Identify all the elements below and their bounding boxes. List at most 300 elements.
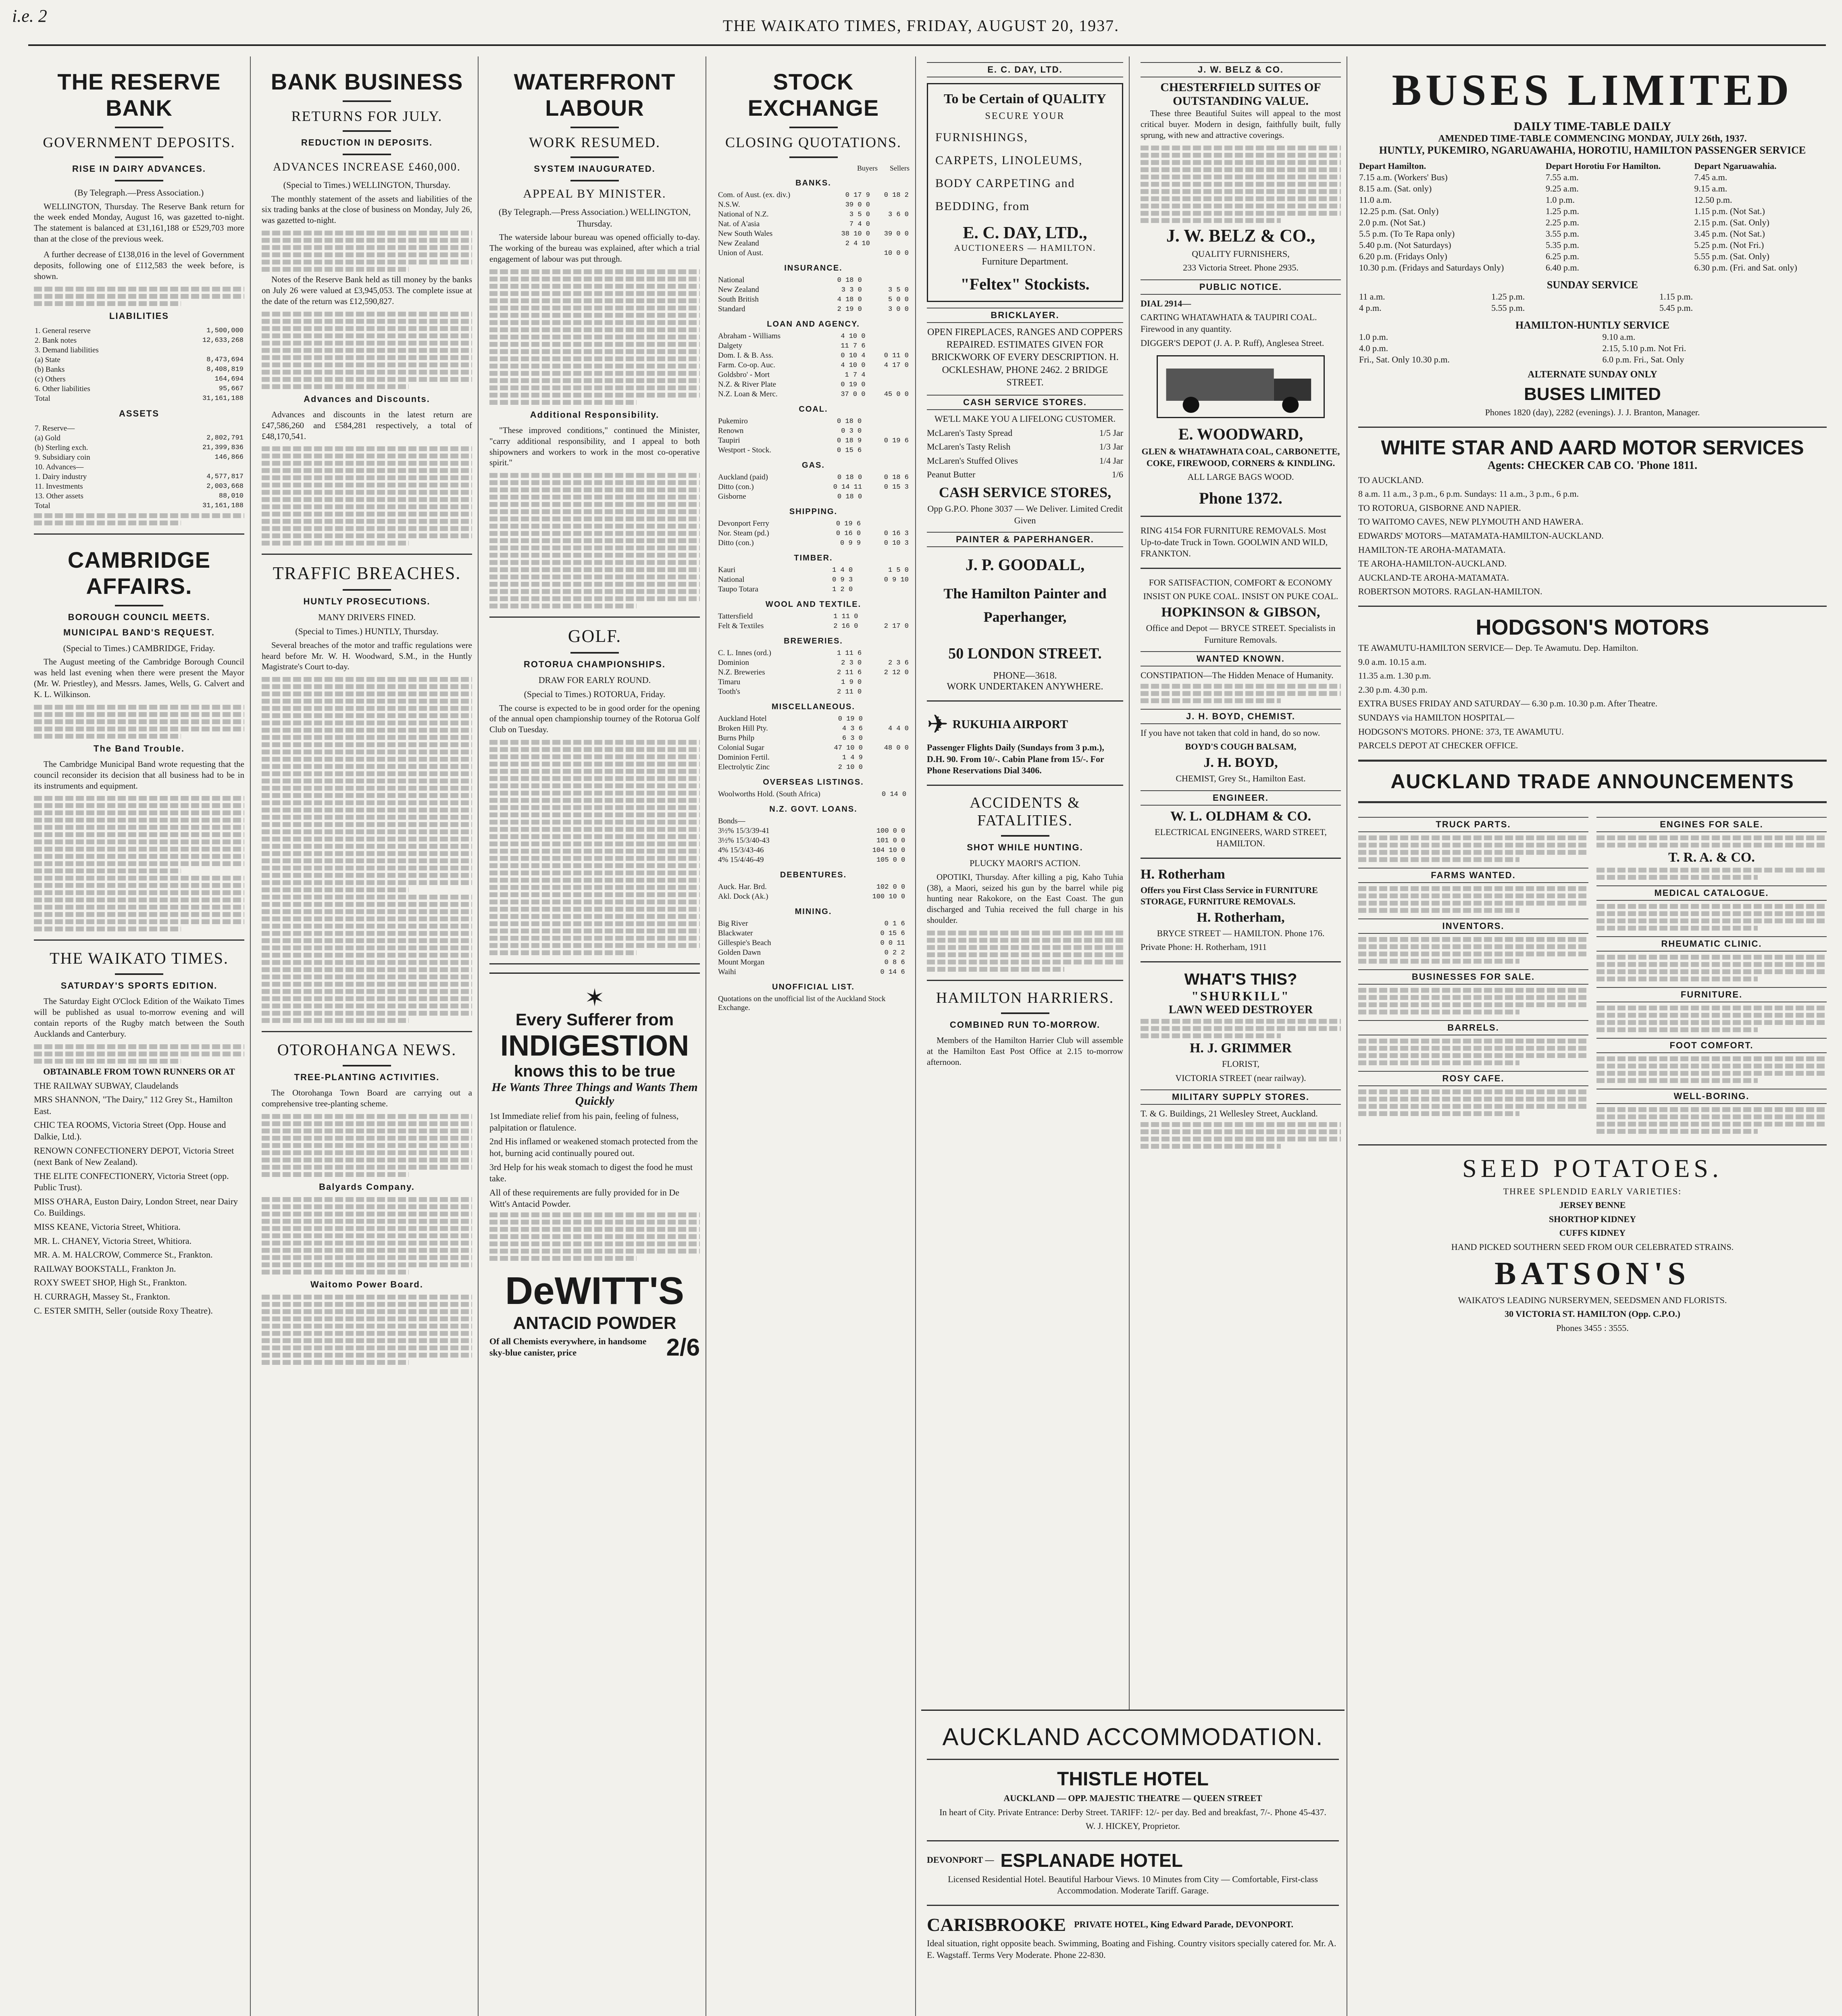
stock-buyers: 3 3 0	[841, 286, 862, 294]
stock-table	[717, 519, 910, 548]
stock-row	[717, 648, 910, 658]
stock-buyers: 0 9 9	[840, 539, 861, 547]
stock-table	[717, 994, 910, 1013]
stock-name: National	[718, 575, 745, 584]
stock-name: C. L. Innes (ord.)	[718, 649, 771, 658]
stock-buyers: 4 10 0	[841, 361, 866, 369]
stock-buyers: 2 19 0	[837, 305, 862, 313]
ad-line: To be Certain of QUALITY	[944, 92, 1106, 106]
hotel-line: In heart of City. Private Entrance: Derby Street. TARIFF: 12/- per day. Bed and breakfast, 7/-. Phone 45-437.	[939, 1807, 1326, 1817]
timetable-cell: 12.50 p.m.	[1694, 195, 1732, 205]
table-cell: 31,161,188	[202, 395, 244, 403]
kicker: RISE IN DAIRY ADVANCES.	[72, 164, 206, 174]
timetable-row	[1358, 251, 1827, 262]
stock-row	[717, 200, 910, 210]
stock-buyers: 6 3 0	[842, 734, 863, 742]
headline-rule	[570, 652, 619, 654]
ad-line: PHONE—3618.	[993, 671, 1057, 681]
stock-row	[717, 677, 910, 687]
stock-name: Gisborne	[718, 492, 746, 501]
subhead: RETURNS FOR JULY.	[291, 108, 443, 124]
agent-entry: MISS KEANE, Victoria Street, Whitiora.	[34, 1222, 181, 1232]
classified: T. & G. Buildings, 21 Wellesley Street, Auckland.	[1141, 1108, 1318, 1119]
ad-price: 2/6	[666, 1333, 700, 1361]
stock-table	[717, 919, 910, 977]
stock-name: Timaru	[718, 678, 741, 687]
stock-row	[717, 836, 910, 846]
ad-name: H. Rotherham	[1141, 866, 1225, 882]
stock-buyers: 0 14 6	[880, 968, 905, 976]
stock-row	[717, 816, 910, 826]
headline-rule	[789, 156, 838, 158]
asset-row	[34, 501, 244, 511]
stock-sellers: 4 4 0	[888, 725, 909, 733]
timetable-cell: 7.55 a.m.	[1545, 172, 1579, 182]
stock-row	[717, 753, 910, 762]
stock-name: Abraham - Williams	[718, 332, 781, 341]
trade-class-heading: WELL-BORING.	[1596, 1089, 1827, 1104]
timetable-column-header: Depart Hamilton.	[1359, 161, 1426, 171]
headline-otorohanga: OTOROHANGA NEWS.	[277, 1041, 457, 1059]
timetable-cell: 7.15 a.m. (Workers' Bus)	[1359, 172, 1448, 182]
stock-name: Colonial Sugar	[718, 744, 764, 752]
classified: DIGGER'S DEPOT (J. A. P. Ruff), Anglesea Street.	[1141, 337, 1324, 348]
table-cell: 10. Advances—	[35, 462, 84, 471]
stock-row	[717, 668, 910, 677]
classified: Private Phone: H. Rotherham, 1911	[1141, 942, 1267, 952]
stock-name: Auck. Har. Brd.	[718, 883, 767, 891]
subhead: GOVERNMENT DEPOSITS.	[43, 134, 235, 150]
headline-rule	[115, 127, 163, 128]
stock-name: Goldsbro' - Mort	[718, 371, 770, 379]
ad-name: J. W. BELZ & CO.,	[1166, 225, 1315, 246]
stock-buyers: 100 10 0	[872, 893, 905, 901]
headline-rule	[115, 605, 163, 606]
ad-item: 3rd Help for his weak stomach to digest the food he must take.	[489, 1162, 693, 1184]
buses-limited-banner: BUSES LIMITED	[1392, 65, 1793, 115]
timetable-cell: 2.0 p.m. (Not Sat.)	[1359, 217, 1426, 227]
stock-section-heading: DEBENTURES.	[780, 871, 847, 880]
stock-row	[717, 958, 910, 967]
ad-headline: CHESTERFIELD SUITES OF OUTSTANDING VALUE.	[1160, 81, 1321, 108]
timetable-row	[1358, 343, 1827, 354]
stock-buyers: 1 7 4	[845, 371, 866, 379]
stock-row	[717, 436, 910, 446]
stock-section-heading: TIMBER.	[794, 554, 833, 563]
classified: VICTORIA STREET (near railway).	[1175, 1073, 1306, 1083]
huntly-heading: HAMILTON-HUNTLY SERVICE	[1515, 319, 1670, 331]
ad-line: 50 LONDON STREET.	[948, 645, 1102, 662]
table-cell: 8,408,819	[206, 366, 244, 374]
dewitts-advertisement	[489, 973, 700, 1361]
stock-section-heading: UNOFFICIAL LIST.	[772, 983, 855, 992]
classified: Offers you First Class Service in FURNITURE STORAGE, FURNITURE REMOVALS.	[1141, 885, 1318, 907]
stock-name: 3½% 15/3/39-41	[718, 827, 770, 835]
timetable-row	[1358, 302, 1827, 314]
table-cell: 2,802,791	[206, 434, 244, 442]
headline-waterfront-labour: WATERFRONT LABOUR	[514, 69, 676, 121]
stock-row	[717, 190, 910, 200]
stock-sellers: 2 3 6	[888, 659, 909, 667]
stock-buyers: 0 18 0	[837, 276, 862, 284]
asset-row	[34, 482, 244, 492]
item-price: 1/6	[1111, 469, 1123, 480]
stock-name: Felt & Textiles	[718, 622, 764, 631]
classified: FLORIST,	[1222, 1059, 1260, 1069]
route-line: EDWARDS' MOTORS—MATAMATA-HAMILTON-AUCKLAND.	[1358, 530, 1604, 541]
stock-row	[717, 621, 910, 631]
cash-item	[927, 441, 1123, 453]
stock-table	[717, 648, 910, 697]
ad-sub: QUALITY FURNISHERS,	[1192, 248, 1290, 259]
column-7	[1353, 56, 1832, 2016]
stock-section-heading: MINING.	[795, 907, 832, 916]
stock-buyers: 0 17 9	[845, 191, 870, 199]
asset-row	[34, 433, 244, 443]
timetable-row	[1358, 228, 1827, 240]
classified: INSIST ON PUKE COAL. INSIST ON PUKE COAL.	[1143, 591, 1338, 602]
trade-class-heading: MEDICAL CATALOGUE.	[1596, 885, 1827, 901]
timetable-cell: 1.15 p.m.	[1659, 292, 1693, 302]
kicker: The Band Trouble.	[94, 743, 185, 754]
stock-section-heading: SHIPPING.	[789, 507, 838, 516]
agent-entry: C. ESTER SMITH, Seller (outside Roxy Theatre).	[34, 1305, 213, 1316]
article-paragraph: "These improved conditions," continued the Minister, "carry additional responsibility, and I appeal to both shipowners and workers to work in the most co-operative spirit."	[489, 425, 700, 468]
stock-name: Farm. Co-op. Auc.	[718, 361, 775, 370]
article-paragraph: The Saturday Eight O'Clock Edition of the Waikato Times will be published as usual to-morrow evening and will contain reports of the Rugby match between the South Aucklands and Canterbury.	[34, 996, 244, 1039]
byline: (Special to Times.) ROTORUA, Friday.	[524, 689, 666, 699]
route-line: TO AUCKLAND.	[1358, 475, 1424, 485]
timetable-cell: 2.25 p.m.	[1545, 217, 1580, 227]
classified: DIAL 2914—	[1141, 298, 1191, 308]
column-rule	[250, 56, 251, 2016]
stock-sellers	[906, 892, 910, 902]
stock-buyers: 104 10 0	[872, 846, 905, 854]
ad-sub: AUCTIONEERS — HAMILTON.	[954, 243, 1096, 253]
stock-sellers	[907, 789, 910, 799]
headline-traffic-breaches: TRAFFIC BREACHES.	[273, 563, 461, 583]
stock-name: 3½% 15/3/40-43	[718, 836, 770, 845]
timetable-cell: 3.55 p.m.	[1545, 229, 1580, 239]
stock-row	[717, 733, 910, 743]
headline-rule	[115, 973, 163, 975]
classified: Office and Depot — BRYCE STREET. Specialists in Furniture Removals.	[1146, 623, 1336, 645]
hodgson-headline: HODGSON'S MOTORS	[1476, 615, 1709, 639]
route-line: ROBERTSON MOTORS. RAGLAN-HAMILTON.	[1358, 586, 1542, 597]
ad-body: These three Beautiful Suites will appeal to the most critical buyer. Modern in design, faithfully built, fully sprung, with new and attractive coverings.	[1141, 108, 1341, 140]
stock-sellers	[864, 733, 910, 743]
item-name: Peanut Butter	[927, 469, 976, 480]
stock-buyers: 37 0 0	[841, 390, 866, 398]
table-heading: LIABILITIES	[109, 310, 169, 321]
asset-row	[34, 492, 244, 501]
hotel-name: ESPLANADE HOTEL	[1000, 1849, 1183, 1871]
stock-row	[717, 938, 910, 948]
stock-buyers: 2 3 0	[841, 659, 862, 667]
ad-name: BUSES LIMITED	[1524, 384, 1661, 404]
stock-name: Taupiri	[718, 436, 740, 445]
stock-row	[717, 210, 910, 219]
seed-line: Phones 3455 : 3555.	[1556, 1322, 1629, 1333]
article-paragraph: OPOTIKI, Thursday. After killing a pig, Kaho Tuhia (38), a Maori, seized his gun by the barrel while pig hunting near Rakokore, on the East Coast. The gun discharged and Tuhia received the full charge in his shoulder.	[927, 872, 1123, 925]
stock-row	[717, 575, 910, 585]
timetable-column-header: Depart Horotiu For Hamilton.	[1545, 161, 1661, 171]
stock-row	[717, 482, 910, 492]
hotel-line: Licensed Residential Hotel. Beautiful Harbour Views. 10 Minutes from City — Comfortable, First-class Accommodation. Moderate Tariff. Garage.	[948, 1874, 1318, 1896]
timetable-cell: 6.40 p.m.	[1545, 262, 1580, 273]
stock-buyers	[832, 816, 906, 826]
headline-waikato-times: THE WAIKATO TIMES.	[50, 949, 229, 968]
auckland-accommodation	[921, 1710, 1345, 2016]
stock-name: Electrolytic Zinc	[718, 763, 770, 772]
agent-entry: CHIC TEA ROOMS, Victoria Street (Opp. House and Dalkie, Ltd.).	[34, 1120, 226, 1141]
stock-row	[717, 360, 910, 370]
headline-accidents: ACCIDENTS & FATALITIES.	[970, 794, 1080, 829]
table-cell: 13. Other assets	[35, 492, 83, 500]
table-cell: 9. Subsidiary coin	[35, 453, 90, 462]
column-rule	[478, 56, 479, 2016]
asset-row	[34, 443, 244, 453]
byline: (By Telegraph.—Press Association.)	[74, 187, 204, 198]
stock-row	[717, 426, 910, 436]
stock-row	[717, 948, 910, 958]
subhead: CLOSING QUOTATIONS.	[725, 134, 902, 150]
ad-line: SECURE YOUR	[985, 111, 1065, 121]
buyers-header: Buyers	[857, 164, 878, 172]
stock-buyers: 0 2 2	[884, 949, 905, 957]
stock-row	[717, 892, 910, 902]
item-name: McLaren's Stuffed Olives	[927, 455, 1018, 466]
asset-row	[34, 424, 244, 433]
stock-sellers	[906, 948, 910, 958]
stock-name: Standard	[718, 305, 745, 314]
stock-sellers	[871, 219, 910, 229]
stock-name: Waihi	[718, 968, 736, 977]
stock-row	[717, 304, 910, 314]
stock-name: Burns Philp	[718, 734, 755, 743]
ad-name: H. Rotherham,	[1197, 910, 1285, 925]
stock-buyers: 11 7 6	[841, 342, 866, 350]
stock-name: Ditto (con.)	[718, 539, 754, 548]
table-cell: (c) Others	[35, 375, 66, 383]
stock-buyers: 1 2 0	[832, 585, 853, 594]
trade-class-heading: BARRELS.	[1358, 1020, 1588, 1035]
stock-quotations	[717, 179, 910, 1013]
ad-name: H. J. GRIMMER	[1189, 1041, 1292, 1056]
table-cell: 11. Investments	[35, 482, 83, 491]
newspaper-masthead: THE WAIKATO TIMES, FRIDAY, AUGUST 20, 1937.	[722, 17, 1120, 35]
class-heading: PUBLIC NOTICE.	[1141, 279, 1341, 295]
table-cell	[154, 424, 244, 433]
timetable-cell: 1.0 p.m.	[1545, 195, 1575, 205]
white-star-agents: Agents: CHECKER CAB CO. 'Phone 1811.	[1487, 459, 1698, 472]
article-paragraph: Several breaches of the motor and traffic regulations were heard before Mr. W. H. Woodward, S.M., in the Huntly Magistrate's Court to-day.	[262, 640, 472, 672]
liabilities-table	[34, 326, 244, 404]
stock-sellers	[864, 762, 910, 772]
stock-sellers	[863, 492, 910, 502]
stock-name: Dominion Fertil.	[718, 753, 770, 762]
timetable-cell: 5.5 p.m. (To Te Rapa only)	[1359, 229, 1455, 239]
stock-table	[717, 882, 910, 902]
route-line: PARCELS DEPOT AT CHECKER OFFICE.	[1358, 740, 1518, 751]
auckland-trade-headline: AUCKLAND TRADE ANNOUNCEMENTS	[1390, 770, 1794, 793]
stock-buyers: 0 19 0	[838, 715, 863, 723]
stock-section-heading: WOOL AND TEXTILE.	[765, 600, 862, 609]
stock-sellers	[862, 677, 910, 687]
headline-rule	[789, 127, 838, 128]
stock-sellers: 0 9 10	[884, 576, 909, 584]
bus-timetable	[1358, 160, 1827, 273]
stock-row	[717, 967, 910, 977]
table-cell: (a) Gold	[35, 433, 60, 442]
stock-name: N.Z. Loan & Merc.	[718, 390, 778, 399]
ad-name: J. P. GOODALL,	[965, 556, 1085, 574]
stock-row	[717, 658, 910, 668]
stock-buyers: 0 15 6	[880, 929, 905, 937]
kicker: TREE-PLANTING ACTIVITIES.	[294, 1072, 440, 1083]
kicker: HUNTLY PROSECUTIONS.	[303, 596, 431, 607]
ad-headline: INDIGESTION	[500, 1030, 689, 1062]
ad-brand-sub: ANTACID POWDER	[513, 1313, 676, 1333]
class-heading: CASH SERVICE STORES.	[927, 395, 1123, 410]
stock-buyers: 0 15 6	[837, 446, 862, 454]
stock-section-heading: OVERSEAS LISTINGS.	[763, 778, 864, 787]
stock-name: Broken Hill Pty.	[718, 724, 768, 733]
byline: (Special to Times.) WELLINGTON, Thursday.	[283, 180, 451, 190]
stock-buyers: 1 4 9	[842, 754, 863, 762]
stock-section-heading: MISCELLANEOUS.	[772, 702, 855, 712]
byline: (Special to Times.) HUNTLY, Thursday.	[295, 626, 439, 637]
agent-entry: ROXY SWEET SHOP, High St., Frankton.	[34, 1277, 187, 1288]
stock-sellers	[906, 958, 910, 967]
route-line: HAMILTON-TE AROHA-MATAMATA.	[1358, 544, 1506, 555]
timetable-cell: 11.0 a.m.	[1359, 195, 1392, 205]
stock-sellers	[866, 331, 910, 341]
stock-section-heading: LOAN AND AGENCY.	[767, 320, 860, 329]
stock-row	[717, 882, 910, 892]
stock-table	[717, 565, 910, 594]
stock-buyers: 7 4 0	[849, 220, 870, 228]
stock-name: South British	[718, 295, 759, 304]
timetable-cell: 6.30 p.m. (Fri. and Sat. only)	[1694, 262, 1797, 273]
ad-line: GLEN & WHATAWHATA COAL, CARBONETTE, COKE, FIREWOOD, CORNERS & KINDLING.	[1141, 446, 1340, 468]
stock-name: Nat. of A'asia	[718, 220, 760, 229]
stock-sellers	[871, 200, 910, 210]
hotel-name: CARISBROOKE	[927, 1914, 1066, 1935]
stock-row	[717, 351, 910, 360]
stock-name: Tooth's	[718, 687, 740, 696]
kicker: Waitomo Power Board.	[310, 1279, 423, 1290]
classified: Passenger Flights Daily (Sundays from 3 p.m.), D.H. 90. From 10/-. Cabin Plane from 15/-. For Phone Reservations Dial 3406.	[927, 742, 1104, 776]
stock-sellers: 39 0 0	[884, 230, 909, 238]
hotel-name: THISTLE HOTEL	[1057, 1768, 1209, 1790]
stock-buyers: 0 9 3	[832, 576, 853, 584]
timetable-cell: 3.45 p.m. (Not Sat.)	[1694, 229, 1765, 239]
item-name: McLaren's Tasty Spread	[927, 427, 1013, 438]
stock-name: National of N.Z.	[718, 210, 769, 219]
seed-line: HAND PICKED SOUTHERN SEED FROM OUR CELEBRATED STRAINS.	[1451, 1242, 1734, 1252]
stock-row	[717, 687, 910, 697]
agent-entry: H. CURRAGH, Massey St., Frankton.	[34, 1291, 170, 1302]
stock-sellers	[906, 929, 910, 938]
stock-name: Devonport Ferry	[718, 519, 770, 528]
ad-item: BODY CARPETING and	[935, 177, 1075, 190]
stock-row	[717, 538, 910, 548]
stock-name: New South Wales	[718, 229, 773, 238]
seed-variety: SHORTHOP KIDNEY	[1549, 1214, 1636, 1224]
headline-harriers: HAMILTON HARRIERS.	[936, 989, 1114, 1007]
table-cell: Total	[35, 394, 50, 403]
ad-name: W. L. OLDHAM & CO.	[1170, 808, 1311, 824]
stock-buyers: 3 5 0	[849, 210, 870, 219]
table-cell: 12,633,268	[202, 337, 244, 345]
byline: (By Telegraph.—Press Association.) WELLINGTON, Thursday.	[498, 207, 691, 229]
stock-sellers	[906, 826, 910, 836]
article-paragraph: Advances and discounts in the latest return are £47,586,260 and £584,281 respectively, a total of £48,170,541.	[262, 409, 472, 441]
white-star-headline: WHITE STAR AND AARD MOTOR SERVICES	[1381, 436, 1804, 459]
ad-headline: WHAT'S THIS?	[1184, 971, 1297, 989]
route-line: TE AROHA-HAMILTON-AUCKLAND.	[1358, 558, 1507, 569]
stock-sellers: 2 17 0	[884, 622, 909, 630]
asset-row	[34, 472, 244, 482]
stock-sellers	[906, 938, 910, 948]
firm-heading: J. W. BELZ & CO.	[1141, 62, 1341, 77]
stock-row	[717, 929, 910, 938]
stock-buyers: 0 19 6	[836, 520, 861, 528]
article-paragraph: WELLINGTON, Thursday. The Reserve Bank return for the week ended Monday, August 16, was gazetted to-night. The statement is balanced at £31,161,188 or £529,703 more than at the close of the previous week.	[34, 201, 244, 244]
stock-row	[717, 529, 910, 538]
sellers-header: Sellers	[890, 164, 910, 172]
stock-row	[717, 295, 910, 304]
headline-rule	[570, 156, 619, 158]
stock-row	[717, 248, 910, 258]
stock-sellers	[862, 648, 910, 658]
trade-class-heading: BUSINESSES FOR SALE.	[1358, 969, 1588, 985]
stock-row	[717, 370, 910, 380]
classified: ELECTRICAL ENGINEERS, WARD STREET, HAMILTON.	[1155, 827, 1327, 849]
table-cell	[154, 462, 244, 472]
timetable-cell: 6.25 p.m.	[1545, 251, 1580, 261]
table-cell: 2,003,668	[206, 483, 244, 491]
headline-cambridge: CAMBRIDGE AFFAIRS.	[67, 547, 211, 599]
route-line: 8 a.m. 11 a.m., 3 p.m., 6 p.m. Sundays: 11 a.m., 3 p.m., 6 p.m.	[1358, 489, 1579, 499]
stock-row	[717, 417, 910, 426]
stock-buyers: 2 11 0	[837, 688, 862, 696]
stock-name: Union of Aust.	[718, 249, 764, 258]
headline-rule	[570, 127, 619, 128]
stock-sellers	[866, 380, 910, 389]
stock-name: Dom. I. & B. Ass.	[718, 351, 774, 360]
stock-sellers	[862, 446, 910, 455]
stock-name: Big River	[718, 919, 748, 928]
trade-class-heading: RHEUMATIC CLINIC.	[1596, 936, 1827, 952]
headline-rule	[570, 180, 619, 181]
stock-row	[717, 285, 910, 295]
stock-table	[717, 473, 910, 502]
table-cell: 31,161,188	[202, 502, 244, 510]
asset-row	[34, 453, 244, 462]
stock-name: Akl. Dock (Ak.)	[718, 892, 768, 901]
stock-buyers: 100 0 0	[876, 827, 905, 835]
article-paragraph: The Cambridge Municipal Band wrote requesting that the council reconsider its decision that all business had to be in its instruments and equipment.	[34, 759, 244, 791]
table-heading: ASSETS	[119, 408, 160, 419]
ad-line: LAWN WEED DESTROYER	[1168, 1004, 1313, 1016]
stock-buyers: 0 18 0	[837, 493, 862, 501]
timetable-cell: 1.25 p.m.	[1491, 292, 1525, 302]
stock-buyers	[826, 248, 871, 258]
class-heading: PAINTER & PAPERHANGER.	[927, 532, 1123, 547]
stock-buyers: 2 10 0	[838, 763, 863, 771]
